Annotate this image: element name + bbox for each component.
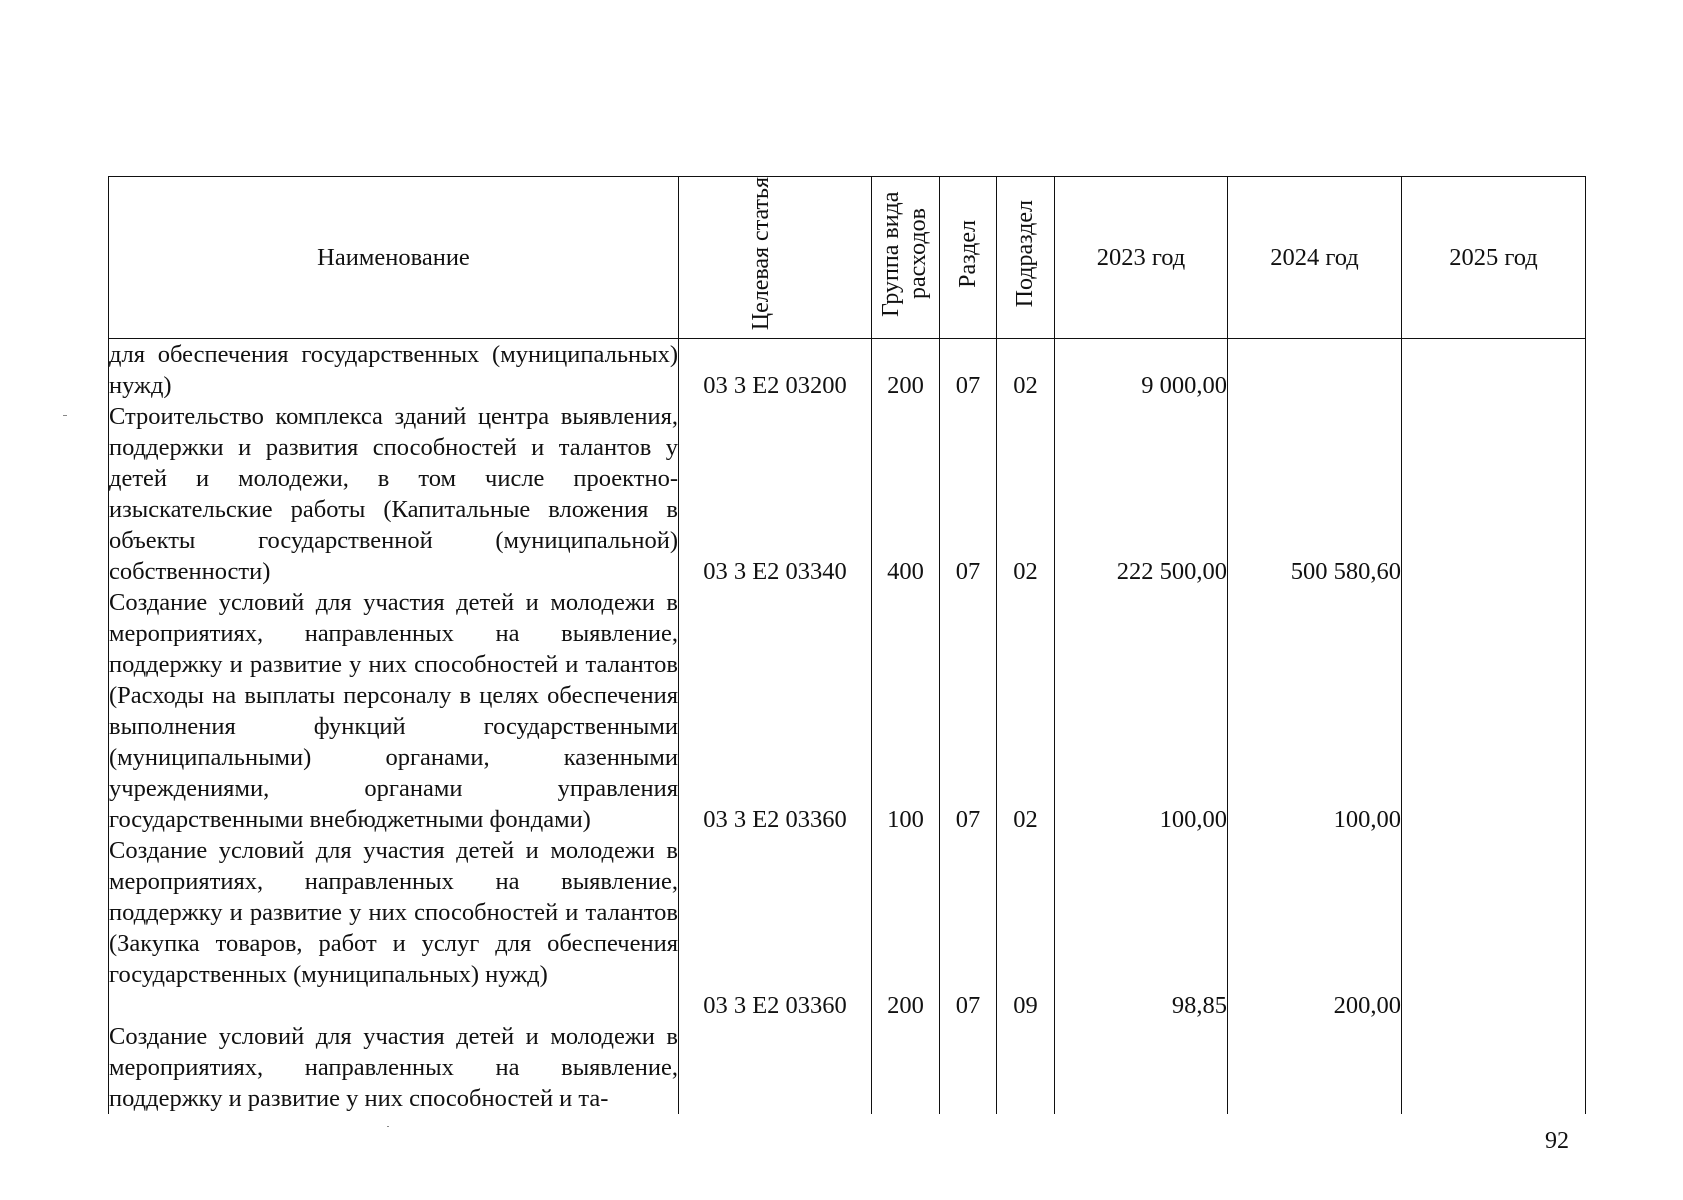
header-name: Наименование [109, 177, 679, 339]
row-expense-group: 200 [872, 339, 940, 402]
row-subsection: 09 [997, 835, 1055, 1021]
row-section [940, 1021, 997, 1114]
table-header-row [109, 177, 1586, 339]
row-amount-2024 [1228, 1021, 1402, 1114]
header-year-2024: 2024 год [1228, 177, 1402, 339]
row-subsection: 02 [997, 339, 1055, 402]
row-name: для обеспечения государственных (муниципальных) нужд) [109, 339, 679, 402]
row-section: 07 [940, 401, 997, 587]
page-number: 92 [1545, 1128, 1569, 1154]
header-expense-group: Группа вида расходов [872, 177, 940, 339]
table-row [109, 587, 1586, 835]
row-amount-2023: 100,00 [1055, 587, 1228, 835]
row-amount-2023: 98,85 [1055, 835, 1228, 1021]
row-amount-2025 [1402, 1021, 1586, 1114]
row-expense-group [872, 1021, 940, 1114]
row-target-article: 03 3 E2 03360 [679, 587, 872, 835]
row-amount-2025 [1402, 339, 1586, 402]
row-name: Создание условий для участия детей и молодежи в мероприятиях, направленных на выявление, поддержку и развитие у них способностей и талантов (Закупка товаров, работ и услуг для обеспечения государственных (муниципальных) нужд) [109, 835, 679, 1021]
scan-mark [387, 1126, 389, 1127]
table-row [109, 401, 1586, 587]
row-expense-group: 400 [872, 401, 940, 587]
row-section: 07 [940, 835, 997, 1021]
row-amount-2024: 100,00 [1228, 587, 1402, 835]
row-expense-group: 100 [872, 587, 940, 835]
table-row [109, 835, 1586, 1021]
row-amount-2023 [1055, 1021, 1228, 1114]
row-target-article [679, 1021, 872, 1114]
row-section: 07 [940, 587, 997, 835]
header-year-2023: 2023 год [1055, 177, 1228, 339]
row-target-article: 03 3 E2 03340 [679, 401, 872, 587]
row-amount-2025 [1402, 835, 1586, 1021]
row-section: 07 [940, 339, 997, 402]
row-amount-2024: 500 580,60 [1228, 401, 1402, 587]
header-section: Раздел [940, 177, 997, 339]
row-amount-2023: 9 000,00 [1055, 339, 1228, 402]
row-name: Строительство комплекса зданий центра выявления, поддержки и развития способностей и талантов у детей и молодежи, в том числе проектно-изыскательские работы (Капитальные вложения в объекты государственной (муниципальной) собственности) [109, 403, 678, 586]
budget-table [108, 176, 1586, 1114]
header-subsection: Подраздел [997, 177, 1055, 339]
scan-mark [63, 415, 67, 416]
row-target-article: 03 3 E2 03200 [679, 339, 872, 402]
row-amount-2025 [1402, 587, 1586, 835]
row-subsection [997, 1021, 1055, 1114]
row-amount-2024: 200,00 [1228, 835, 1402, 1021]
row-name: Создание условий для участия детей и молодежи в мероприятиях, направленных на выявление, поддержку и развитие у них способностей и талантов (Расходы на выплаты персоналу в целях обеспечения выполнения функций государственными (муниципальными) органами, казенными учреждениями, органами управления государственными внебюджетными фондами) [109, 589, 678, 834]
row-name: Создание условий для участия детей и молодежи в мероприятиях, направленных на выявление, поддержку и развитие у них способностей и та- [109, 1023, 678, 1113]
row-amount-2025 [1402, 401, 1586, 587]
table-row [109, 1021, 1586, 1114]
row-target-article: 03 3 E2 03360 [679, 835, 872, 1021]
row-amount-2023: 222 500,00 [1055, 401, 1228, 587]
header-year-2025: 2025 год [1402, 177, 1586, 339]
row-subsection: 02 [997, 401, 1055, 587]
row-subsection: 02 [997, 587, 1055, 835]
row-amount-2024 [1228, 339, 1402, 402]
row-expense-group: 200 [872, 835, 940, 1021]
header-target-article: Целевая статья [679, 177, 872, 339]
table-row [109, 339, 1586, 402]
